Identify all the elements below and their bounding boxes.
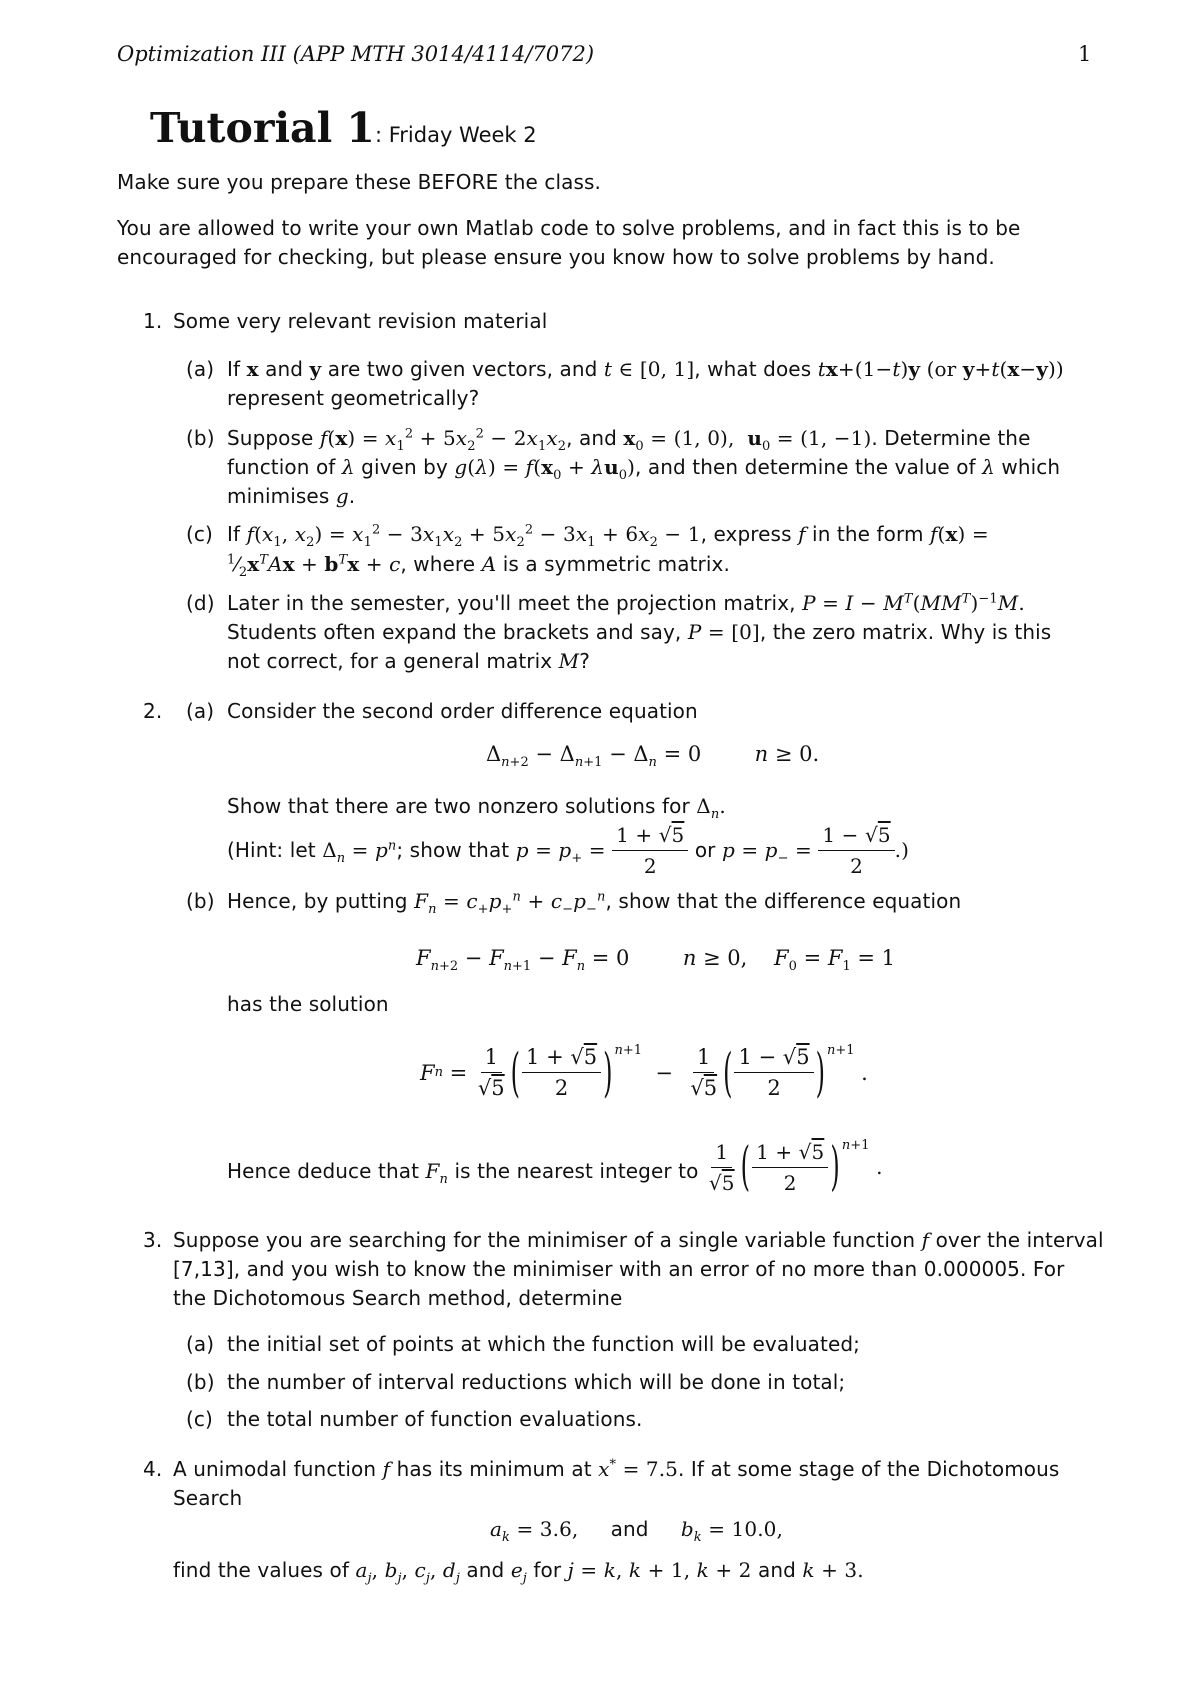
intro-line-1: Make sure you prepare these BEFORE the class.: [117, 170, 601, 194]
page-number: 1: [1078, 42, 1092, 66]
hint-fraction-minus: $\frac{1 - √5}{2}$: [818, 820, 894, 881]
q3-line-3: the Dichotomous Search method, determine: [173, 1286, 623, 1310]
q2b-deduce: Hence deduce that $F_n$ is the nearest integer to $\frac{1}{√5}$ ( $\frac{1 + √5}{2}$ ) $^{n +1}$ .: [227, 1135, 883, 1198]
q1b-line-1: Suppose $f(x) = x_1^2 + 5x_2^2 - 2x_1x_2$, and $x_0 = (1$, 0), $u_0 = (1$, −1). Determine the: [227, 426, 1031, 454]
q3a-text: the initial set of points at which the function will be evaluated;: [227, 1332, 860, 1356]
q1d-line-3: not correct, for a general matrix M?: [227, 649, 590, 673]
q4-last-line: find the values of $a_j$, $b_j$, $c_j$, $d_j$ and $e_j$ for j = k, k + 1, k + 2 and k + 3.: [173, 1558, 864, 1586]
q3b-text: the number of interval reductions which will be done in total;: [227, 1370, 846, 1394]
running-header: Optimization III (APP MTH 3014/4114/7072): [117, 42, 595, 66]
q1-lead: Some very relevant revision material: [173, 309, 548, 333]
q1c-line-2: $^1⁄_2x^TAx + b^Tx + c$, where A is a symmetric matrix.: [227, 552, 730, 580]
intro-line-3: encouraged for checking, but please ensure you know how to solve problems by hand.: [117, 245, 995, 269]
q3b-label: (b): [186, 1370, 215, 1394]
q2b-line-1: Hence, by putting $F_n = c_+p_+^n + c_-p_-^n$, show that the difference equation: [227, 889, 962, 917]
q1b-label: (b): [186, 426, 215, 450]
q2a-hint: (Hint: let $\Delta_n = p^n$ ; show that $p = p_+$ = $\frac{1 + √5}{2}$ or $p = p_-$ = $\frac{1 - √5}{2}$ .): [227, 820, 909, 881]
q2b-label: (b): [186, 889, 215, 913]
q3a-label: (a): [186, 1332, 215, 1356]
q2a-equation: $\Delta_{n+2} - \Delta_{n+1} - \Delta_n = 0$ n ≥ 0.: [486, 742, 820, 771]
q1a-label: (a): [186, 357, 215, 381]
q1d-line-2: Students often expand the brackets and say, P = [0], the zero matrix. Why is this: [227, 620, 1052, 644]
q3-number: 3.: [143, 1228, 163, 1252]
q1c-label: (c): [186, 522, 213, 546]
q4-line-1: A unimodal function f has its minimum at x* = 7.5. If at some stage of the Dichotomous: [173, 1457, 1060, 1481]
q2a-show: Show that there are two nonzero solutions for $\Delta_n$.: [227, 794, 726, 822]
q4-number: 4.: [143, 1457, 163, 1481]
q1b-line-2: function of λ given by $g(\lambda) = f(x_0 + \lambda u_0)$, and then determine the value of λ which: [227, 455, 1061, 483]
q1a-line-2: represent geometrically?: [227, 386, 480, 410]
q4-line-2: Search: [173, 1486, 243, 1510]
title-sub: : Friday Week 2: [374, 123, 537, 147]
q2a-line-1: Consider the second order difference equation: [227, 699, 698, 723]
q1d-line-1: Later in the semester, you'll meet the projection matrix, $P = I - M^T(MM^T)^{-1}M$.: [227, 591, 1025, 615]
q3-line-1: Suppose you are searching for the minimiser of a single variable function f over the interval: [173, 1228, 1104, 1252]
q2b-solution: F n = $\frac{1}{√5}$ ( $\frac{1 + √5}{2}$ ) $^{n +1}$ − $\frac{1}{√5}$ ( $\frac{1 - √5}{2}$ ) $^{n +1}$ .: [420, 1041, 868, 1104]
q2b-equation: $F_{n+2} - F_{n+1} - F_n = 0$ n ≥ 0, $F_0 = F_1 = 1$: [416, 946, 896, 975]
q3c-label: (c): [186, 1407, 213, 1431]
q1-number: 1.: [143, 309, 163, 333]
q2-number: 2.: [143, 699, 163, 723]
q3-line-2: [7,13], and you wish to know the minimiser with an error of no more than 0.000005. For: [173, 1257, 1065, 1281]
intro-line-2: You are allowed to write your own Matlab code to solve problems, and in fact this is to be: [117, 216, 1021, 240]
q1a-line-1: If x and y are two given vectors, and t ∈ [0, 1], what does tx+(1−t)y (or y+t(x−y)): [227, 357, 1064, 381]
q2b-has-solution: has the solution: [227, 992, 389, 1016]
q4-equation: $a_k = 3.6$, and $b_k = 10.0$,: [490, 1517, 783, 1545]
page-title: [150, 104, 537, 152]
title-main: Tutorial 1: [150, 104, 375, 152]
hint-fraction-plus: $\frac{1 + √5}{2}$: [612, 820, 688, 881]
q1d-label: (d): [186, 591, 215, 615]
q2a-label: (a): [186, 699, 215, 723]
q1b-line-3: minimises g.: [227, 484, 356, 508]
q1c-line-1: If $f(x_1$, $x_2) = x_1^2 - 3x_1x_2 + 5x_2^2 - 3x_1 + 6x_2 - 1$, express f in the form f(x) =: [227, 522, 989, 550]
q3c-text: the total number of function evaluations.: [227, 1407, 643, 1431]
